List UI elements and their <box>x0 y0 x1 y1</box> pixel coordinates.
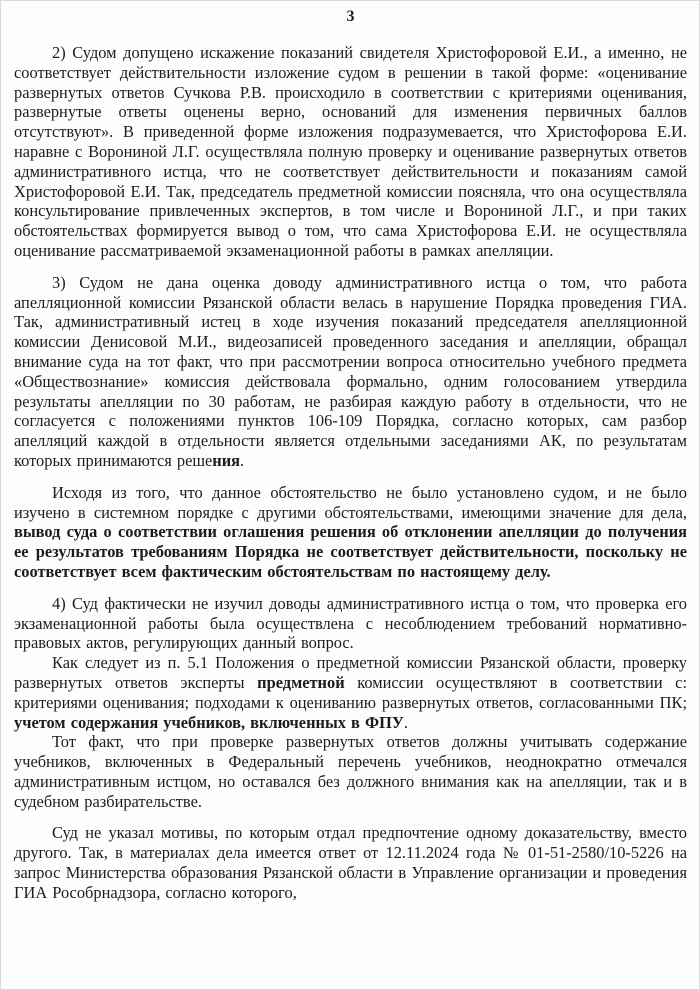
paragraph <box>14 823 687 902</box>
text-run: вывод суда о соответствии оглашения решения об отклонении апелляции до получения ее результатов требованиям Порядка не соответствует действительности, поскольку не соответствует всем фактическим обстоятельствам по настоящему делу. <box>14 522 687 581</box>
text-run: . <box>240 450 245 470</box>
text-run: 4) Суд фактически не изучил доводы административного истца о том, что проверка его экзаменационной работы была осуществлена с несоблюдением требований нормативно-правовых актов, регулирующих данный вопрос. <box>14 593 687 653</box>
paragraph <box>14 732 687 811</box>
text-run: Суд не указал мотивы, по которым отдал предпочтение одному доказательству, вместо другого. Так, в материалах дела имеется ответ от 12.11.2024 года № 01-51-2580/10-5226 на запрос Министерства образования Рязанской области в Управление организации и проведения ГИА Рособрнадзора, согласно которого, <box>14 823 687 902</box>
paragraph <box>14 273 687 471</box>
text-run: . <box>403 712 408 732</box>
text-run: Исходя из того, что данное обстоятельство не было установлено судом, и не было изучено в системном порядке с другими обстоятельствами, имеющими значение для дела, <box>14 482 687 522</box>
paragraph <box>14 483 687 582</box>
text-run: комиссии осуществляют в соответствии с: критериями оценивания; подходами к оцениванию развернутых ответов, согласованными ПК; <box>14 672 688 712</box>
document-body <box>14 43 687 903</box>
text-run: предметной <box>257 672 345 692</box>
text-run: 2) Судом допущено искажение показаний свидетеля Христофоровой Е.И., а именно, не соответствует действительности изложение судом в решении в такой форме: «оценивание развернутых ответов Сучкова Р.В. происходило в соответствии с критериями оценивания, развернутые ответы оценены верно, оснований для изменения первичных баллов отсутствуют». В приведенной форме изложения подразумевается, что Христофорова Е.И. наравне с Ворониной Л.Г. осуществляла полную проверку и оценивание развернутых ответов административного истца, что не соответствует действительности и показаниям самой Христофоровой Е.И. Так, председатель предметной комиссии поясняла, что она осуществляла консультирование привлеченных экспертов, в том числе и Ворониной Л.Г., и при таких обстоятельствах формируется вывод о том, что сама Христофорова Е.И. не осуществляла оценивание рассматриваемой экзаменационной работы в рамках апелляции. <box>14 43 687 260</box>
paragraph <box>14 594 687 653</box>
page-number: 3 <box>346 8 355 25</box>
text-run: 3) Судом не дана оценка доводу административного истца о том, что работа апелляционной комиссии Рязанской области велась в нарушение Порядка проведения ГИА. Так, административный истец в ходе изучения показаний председателя апелляционной комиссии Денисовой М.И., видеозаписей проведенного заседания и апелляции, обращал внимание суда на тот факт, что при рассмотрении вопроса относительно учебного предмета «Обществознание» комиссия действовала формально, одним голосованием утвердила результаты апелляции по 30 работам, не разбирая каждую работу в отдельности, что не согласуется с положениями пунктов 106-109 Порядка, согласно которых, сам разбор апелляций каждой в отдельности является отдельными заседаниями АК, по результатам которых принимаются реше <box>14 272 687 470</box>
text-run: Тот факт, что при проверке развернутых ответов должны учитывать содержание учебников, включенных в Федеральный перечень учебников, неоднократно отмечался административным истцом, но оставался без должного внимания как на апелляции, так и в судебном разбирательстве. <box>14 732 687 811</box>
text-run: ния <box>212 450 241 470</box>
text-run: учетом содержания учебников, включенных в ФПУ <box>14 712 404 732</box>
paragraph <box>14 653 687 732</box>
paragraph <box>14 43 687 261</box>
text-run: Как следует из п. 5.1 Положения о предметной комиссии Рязанской области, проверку развернутых ответов эксперты <box>14 653 687 692</box>
